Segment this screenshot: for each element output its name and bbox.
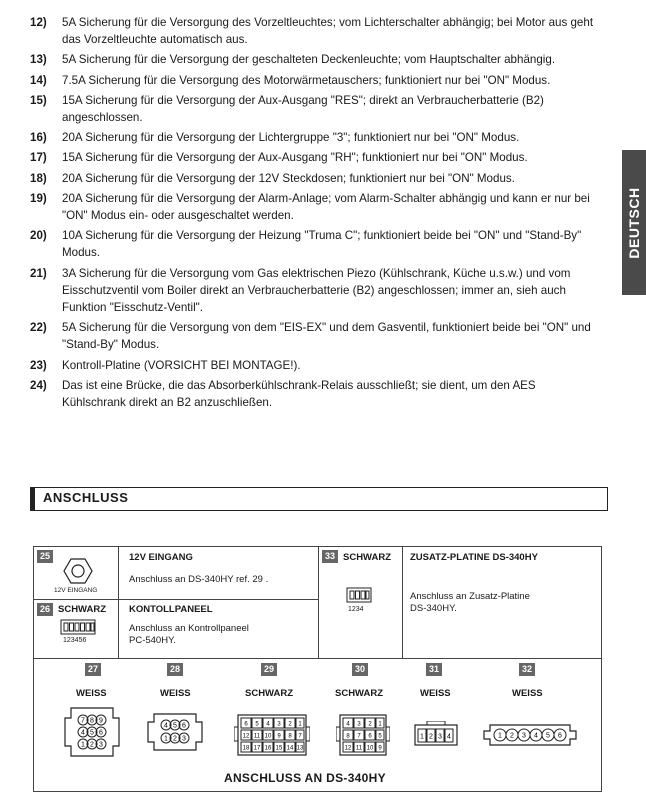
list-item [30, 319, 600, 353]
connector-12pin-icon [336, 713, 390, 757]
item-text: Das ist eine Brücke, die das Absorberkühlschrank-Relais ausschließt; sie dient, um den AES Kühlschrank direkt an B2 anzuschließen. [62, 378, 536, 410]
svg-text:8: 8 [90, 717, 94, 725]
svg-text:1: 1 [378, 721, 382, 728]
item-text: 20A Sicherung für die Versorgung der 12V Steckdosen; funktioniert nur bei "ON" Modus. [62, 171, 515, 185]
svg-text:9: 9 [378, 745, 382, 752]
item-text: 7.5A Sicherung für die Versorgung des Motorwärmetauschers; funktioniert nur bei "ON" Modus. [62, 73, 551, 87]
svg-text:11: 11 [253, 733, 261, 740]
connector-color: SCHWARZ [245, 688, 294, 699]
item-number: 15) [30, 93, 47, 107]
item-number: 24) [30, 378, 47, 392]
item-number: 13) [30, 53, 47, 67]
ref-badge: 32 [519, 663, 535, 676]
ref-33-pins: 1234 [348, 606, 364, 613]
svg-text:4: 4 [346, 721, 350, 728]
svg-text:2: 2 [173, 735, 177, 743]
svg-text:12: 12 [344, 745, 352, 752]
svg-text:11: 11 [355, 745, 363, 752]
svg-text:2: 2 [368, 721, 372, 728]
item-text: 5A Sicherung für die Versorgung des Vorzeltleuchtes; vom Lichterschalter abhängig; bei Motor aus geht das Vorzeltleuchte automatisch aus. [62, 16, 594, 47]
ref-33-color: SCHWARZ [343, 552, 392, 563]
item-text: 15A Sicherung für die Versorgung der Aux-Ausgang "RES"; direkt an Verbraucherbatterie (B2) angeschlossen. [62, 93, 544, 125]
svg-text:2: 2 [510, 732, 514, 740]
connector-color: WEISS [160, 688, 191, 699]
svg-text:6: 6 [182, 722, 186, 730]
list-item [30, 51, 600, 68]
svg-text:1: 1 [164, 735, 168, 743]
list-item [30, 92, 600, 126]
svg-text:5: 5 [378, 733, 382, 740]
svg-text:10: 10 [366, 745, 374, 752]
item-number: 12) [30, 16, 47, 29]
list-item [30, 72, 600, 89]
svg-text:1: 1 [420, 733, 424, 741]
svg-text:8: 8 [288, 733, 292, 740]
ref-badge: 28 [167, 663, 183, 676]
divider [118, 547, 119, 658]
svg-text:3: 3 [522, 732, 526, 740]
ref-badge: 26 [37, 603, 53, 616]
divider [34, 658, 601, 659]
svg-text:18: 18 [242, 745, 250, 752]
svg-text:4: 4 [164, 722, 168, 730]
item-number: 17) [30, 151, 47, 165]
svg-text:13: 13 [296, 745, 304, 752]
svg-text:12: 12 [242, 733, 250, 740]
list-item [30, 227, 600, 261]
item-number: 22) [30, 321, 47, 335]
svg-text:15: 15 [275, 745, 283, 752]
svg-text:9: 9 [277, 733, 281, 740]
item-text: 20A Sicherung für die Versorgung der Alarm-Anlage; vom Alarm-Schalter abhängig und kann er nur bei "ON" Modus ein- oder ausgeschaltet werden. [62, 191, 590, 223]
ref-26-description: Anschluss an Kontrollpaneel [129, 623, 249, 634]
svg-text:4: 4 [534, 732, 538, 740]
svg-text:6: 6 [99, 729, 103, 737]
ref-26-title: KONTOLLPANEEL [129, 604, 213, 615]
item-number: 23) [30, 358, 47, 372]
svg-text:4: 4 [81, 729, 85, 737]
svg-text:2: 2 [429, 733, 433, 741]
svg-text:5: 5 [90, 729, 94, 737]
list-item [30, 170, 600, 187]
svg-text:4: 4 [447, 733, 451, 741]
connector-6pin-round-icon [144, 710, 206, 754]
item-text: 10A Sicherung für die Versorgung der Heizung "Truma C"; funktioniert beide bei "ON" und "Stand-By" Modus. [62, 229, 582, 260]
ref-33-title: ZUSATZ-PLATINE DS-340HY [410, 552, 538, 563]
ref-badge: 27 [85, 663, 101, 676]
svg-text:3: 3 [277, 721, 281, 728]
svg-text:1: 1 [498, 732, 502, 740]
ref-badge: 33 [322, 550, 338, 563]
item-number: 20) [30, 229, 47, 243]
connector-9pin-round-icon [61, 704, 123, 760]
ref-33-description: Anschluss an Zusatz-Platine [410, 591, 530, 602]
svg-text:9: 9 [99, 717, 103, 725]
item-number: 21) [30, 266, 47, 280]
connector-18pin-icon [234, 713, 310, 757]
item-text: 20A Sicherung für die Versorgung der Lichtergruppe "3"; funktioniert nur bei "ON" Modus. [62, 131, 520, 145]
divider [318, 547, 319, 658]
connector-color: WEISS [420, 688, 451, 699]
item-text: Kontroll-Platine (VORSICHT BEI MONTAGE!). [62, 358, 301, 372]
section-header [30, 487, 608, 511]
section-title: ANSCHLUSS [43, 490, 129, 505]
connector-color: SCHWARZ [335, 688, 384, 699]
item-text: 3A Sicherung für die Versorgung vom Gas elektrischen Piezo (Kühlschrank, Küche u.s.w.) und vom Eisschutzventil vom Boiler direkt an Verbraucherbatterie (B2) angeschlossen; immer an, sieh auch Funktion "Eisschutz-Ventil". [62, 266, 571, 315]
svg-text:4: 4 [266, 721, 270, 728]
svg-text:10: 10 [264, 733, 272, 740]
svg-text:8: 8 [346, 733, 350, 740]
connector-color: WEISS [512, 688, 543, 699]
svg-text:2: 2 [90, 741, 94, 749]
list-item [30, 190, 600, 224]
section-marker [31, 488, 35, 510]
divider [34, 599, 318, 600]
svg-text:1: 1 [298, 721, 302, 728]
fuse-list [30, 14, 600, 414]
svg-text:3: 3 [182, 735, 186, 743]
ref-badge: 30 [352, 663, 368, 676]
ref-26-description-2: PC-540HY. [129, 635, 176, 646]
svg-text:3: 3 [357, 721, 361, 728]
svg-text:5: 5 [173, 722, 177, 730]
svg-text:16: 16 [264, 745, 272, 752]
item-text: 5A Sicherung für die Versorgung von dem "EIS-EX" und dem Gasventil, funktioniert beide bei "ON" und "Stand-By" Modus. [62, 321, 591, 352]
item-number: 19) [30, 191, 47, 205]
connector-color: WEISS [76, 688, 107, 699]
svg-text:6: 6 [558, 732, 562, 740]
svg-text:14: 14 [286, 745, 294, 752]
list-item [30, 149, 600, 166]
svg-text:7: 7 [357, 733, 361, 740]
ref-badge: 25 [37, 550, 53, 563]
ref-26-pins: 123456 [63, 637, 87, 644]
ref-25-icon-label: 12V EINGANG [54, 587, 98, 594]
ref-25-title: 12V EINGANG [129, 552, 193, 563]
svg-text:3: 3 [438, 733, 442, 741]
connector-4pin-row-icon [411, 721, 461, 749]
list-item [30, 357, 600, 374]
ref-25-description: Anschluss an DS-340HY ref. 29 . [129, 574, 269, 585]
connection-diagram [33, 546, 602, 792]
list-item [30, 265, 600, 317]
list-item [30, 377, 600, 411]
ref-badge: 31 [426, 663, 442, 676]
svg-text:6: 6 [368, 733, 372, 740]
svg-text:7: 7 [81, 717, 85, 725]
ref-33-description-2: DS-340HY. [410, 603, 457, 614]
item-number: 16) [30, 131, 47, 145]
svg-text:5: 5 [546, 732, 550, 740]
svg-text:6: 6 [244, 721, 248, 728]
item-text: 5A Sicherung für die Versorgung der geschalteten Deckenleuchte; vom Hauptschalter abhängig. [62, 53, 556, 67]
divider [402, 547, 403, 658]
svg-text:7: 7 [298, 733, 302, 740]
svg-text:5: 5 [255, 721, 259, 728]
svg-text:2: 2 [288, 721, 292, 728]
item-number: 18) [30, 171, 47, 185]
list-item [30, 14, 600, 48]
ref-26-color: SCHWARZ [58, 604, 107, 615]
hex-nut-icon [63, 557, 93, 585]
language-tab-label: DEUTSCH [626, 186, 642, 259]
language-tab [622, 150, 646, 295]
connector-6pin-row-icon [482, 723, 578, 747]
svg-text:17: 17 [253, 745, 261, 752]
ref-badge: 29 [261, 663, 277, 676]
item-text: 15A Sicherung für die Versorgung der Aux-Ausgang "RH"; funktioniert nur bei "ON" Modus. [62, 151, 528, 165]
item-number: 14) [30, 73, 47, 87]
list-item [30, 129, 600, 146]
diagram-footer: ANSCHLUSS AN DS-340HY [224, 771, 386, 785]
svg-text:1: 1 [81, 741, 85, 749]
svg-text:3: 3 [99, 741, 103, 749]
